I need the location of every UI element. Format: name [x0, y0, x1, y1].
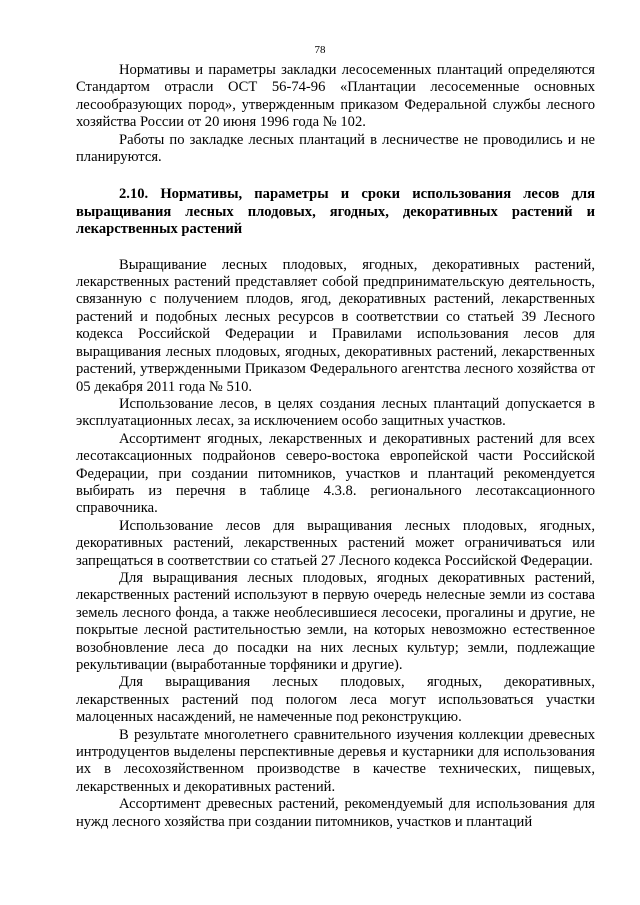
paragraph-recommended-assortment: Ассортимент древесных растений, рекомендуемый для использования для нужд лесного хозяйства при создании питомников, участков и плантаций: [76, 796, 595, 830]
paragraph-introduced-species: В результате многолетнего сравнительного изучения коллекции древесных интродуцентов выделены перспективные деревья и кустарники для использования их в лесохозяйственном производстве в качестве технических, пищевых, лекарственных и декоративных растений.: [76, 726, 595, 795]
paragraph-assortment-selection: Ассортимент ягодных, лекарственных и декоративных растений для всех лесотаксационных подрайонов северо-востока европейской части Российской Федерации, при создании питомников, участков и плантаций рекомендуется выбирать из перечня в таблице 4.3.8. регионального лесотаксационного справочника.: [76, 430, 595, 517]
paragraph-restrictions: Использование лесов для выращивания лесных плодовых, ягодных, декоративных растений, лекарственных растений может ограничиваться или запрещаться в соответствии со статьей 27 Лесного кодекса Российской Федерации.: [76, 517, 595, 569]
paragraph-cultivation-definition: Выращивание лесных плодовых, ягодных, декоративных растений, лекарственных растений представляет собой предпринимательскую деятельность, связанную с получением плодов, ягод, декоративных растений, лекарственных растений и подобных лесных ресурсов в соответствии со статьей 39 Лесного кодекса Российской Федерации и Правилами использования лесов для выращивания лесных плодовых, ягодных, декоративных растений, лекарственных растений, утвержденными Приказом Федерального агентства лесного хозяйства от 05 декабря 2011 года № 510.: [76, 256, 595, 395]
paragraph-plantation-standards: Нормативы и параметры закладки лесосеменных плантаций определяются Стандартом отрасли ОСТ 56-74-96 «Плантации лесосеменные основных лесообразующих пород», утвержденным приказом Федеральной службы лесного хозяйства России от 20 июня 1996 года № 102.: [76, 62, 595, 131]
paragraph-under-canopy: Для выращивания лесных плодовых, ягодных, декоративных, лекарственных растений под пологом леса могут использоваться участки малоценных насаждений, не намеченные под реконструкцию.: [76, 674, 595, 726]
paragraph-land-use: Для выращивания лесных плодовых, ягодных декоративных растений, лекарственных растений используют в первую очередь нелесные земли из состава земель лесного фонда, а также необлесившиеся лесосеки, прогалины и другие, не покрытые лесной растительностью земли, на которых невозможно естественное возобновление леса до посадки на них лесных культур; земли, подлежащие рекультивации (выработанные торфяники и другие).: [76, 569, 595, 673]
paragraph-allowed-forests: Использование лесов, в целях создания лесных плантаций допускается в эксплуатационных лесах, за исключением особо защитных участков.: [76, 395, 595, 430]
page-content: [76, 62, 595, 831]
paragraph-plantation-works: Работы по закладке лесных плантаций в лесничестве не проводились и не планируются.: [76, 131, 595, 166]
section-heading: 2.10. Нормативы, параметры и сроки использования лесов для выращивания лесных плодовых, ягодных, декоративных растений и лекарственных растений: [76, 186, 595, 238]
page-number: 78: [314, 44, 326, 56]
